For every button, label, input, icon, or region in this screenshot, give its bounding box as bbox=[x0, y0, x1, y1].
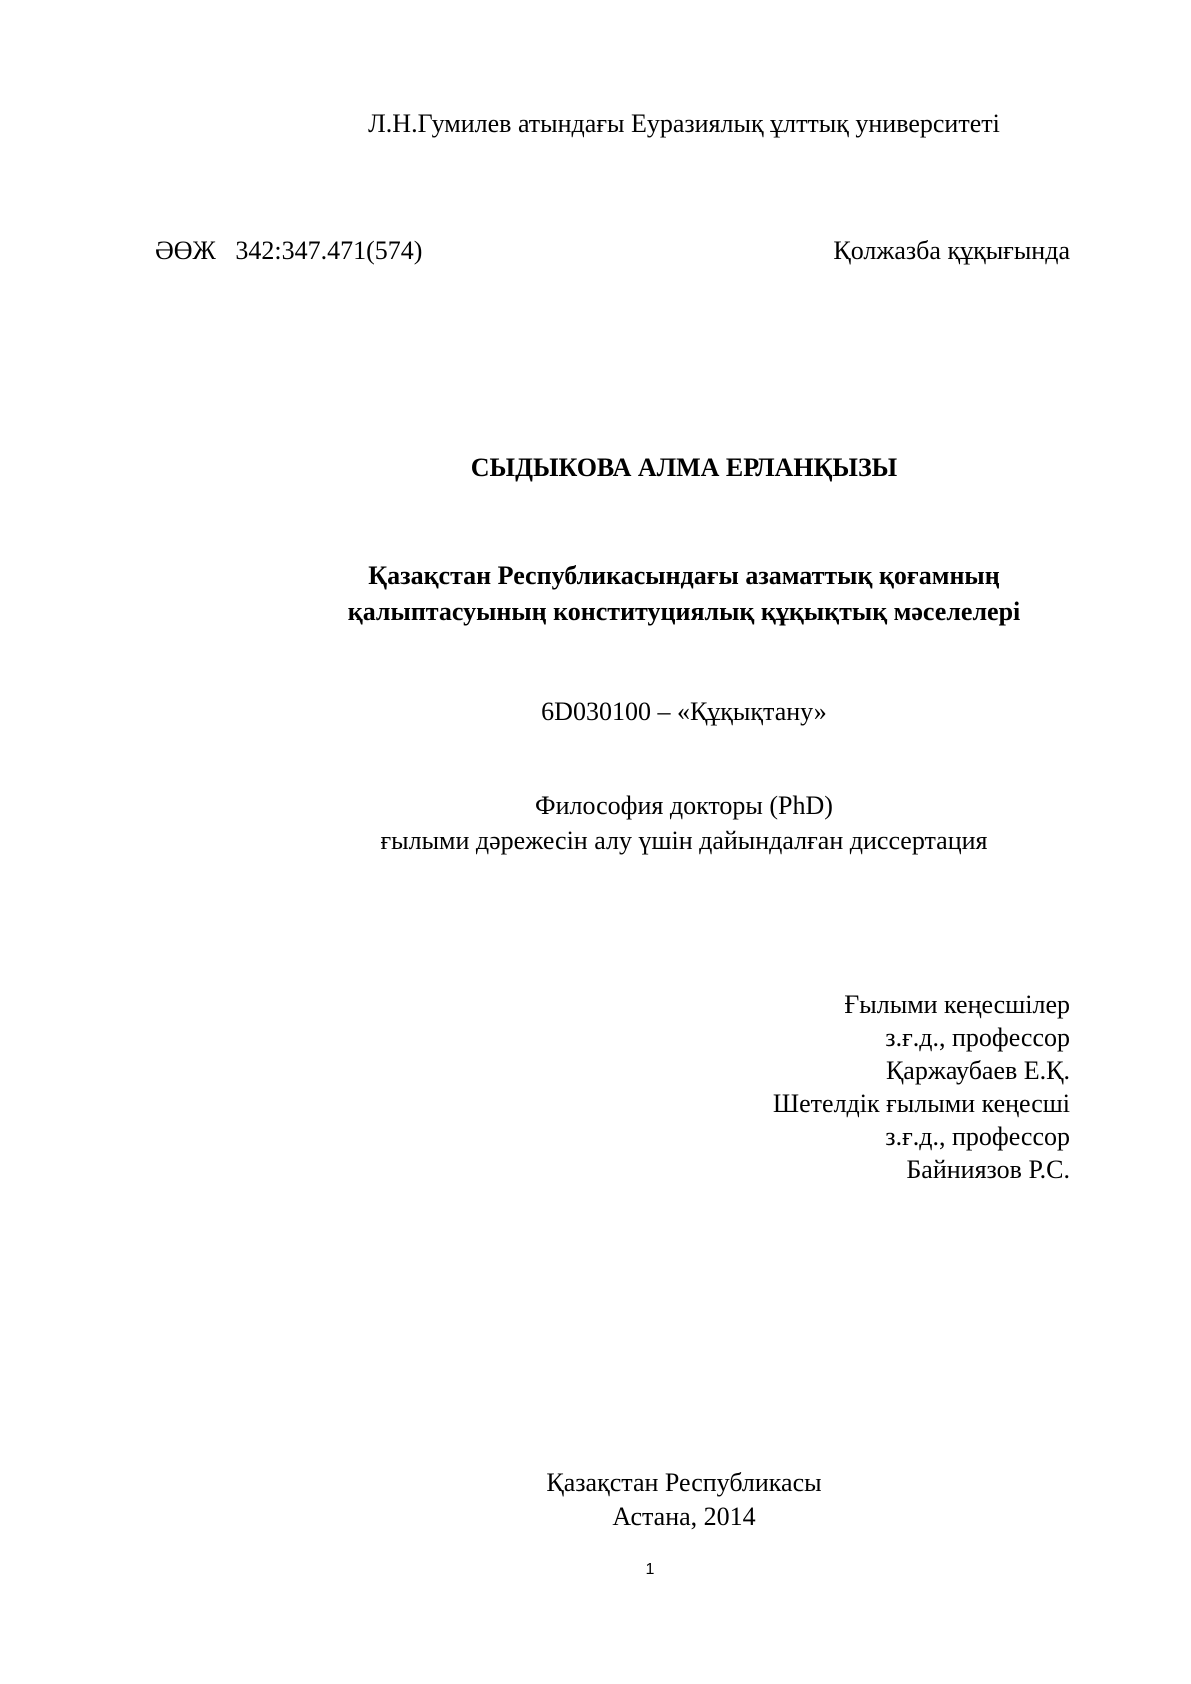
university-name: Л.Н.Гумилев атындағы Еуразиялық ұлттық университеті bbox=[368, 109, 1000, 138]
foreign-advisor-degree-line: з.ғ.д., профессор bbox=[885, 1122, 1070, 1151]
page-number: 1 bbox=[645, 1561, 655, 1578]
country-name: Қазақстан Республикасы bbox=[546, 1468, 822, 1497]
dissertation-title-line2: қалыптасуының конституциялық құқықтық мәселелері bbox=[347, 597, 1021, 626]
dissertation-title bbox=[177, 558, 1191, 630]
udc-row bbox=[155, 236, 1070, 266]
advisors-heading: Ғылыми кеңесшілер bbox=[844, 990, 1070, 1019]
advisor-degree-line: з.ғ.д., профессор bbox=[885, 1023, 1070, 1052]
degree-note-line2: ғылыми дәрежесін алу үшін дайындалған диссертация bbox=[380, 826, 988, 855]
dissertation-title-line1: Қазақстан Республикасындағы азаматтық қоғамның bbox=[368, 561, 1000, 590]
foreign-advisor-name: Байниязов Р.С. bbox=[906, 1155, 1070, 1184]
author-name: СЫДЫКОВА АЛМА ЕРЛАНҚЫЗЫ bbox=[470, 453, 898, 482]
specialty-code: 6D030100 – «Құқықтану» bbox=[541, 697, 827, 726]
foreign-advisor-heading: Шетелдік ғылыми кеңесші bbox=[772, 1089, 1070, 1118]
manuscript-rights-note: Қолжазба құқығында bbox=[833, 236, 1070, 265]
degree-note-line1: Философия докторы (PhD) bbox=[535, 791, 833, 820]
degree-note bbox=[177, 788, 1191, 858]
city-and-year: Астана, 2014 bbox=[612, 1502, 756, 1531]
advisor-name: Қаржаубаев Е.Қ. bbox=[885, 1056, 1070, 1085]
udc-code: ӘӨЖ 342:347.471(574) bbox=[155, 236, 423, 265]
imprint-block bbox=[177, 1466, 1191, 1534]
advisors-block bbox=[773, 988, 1070, 1186]
